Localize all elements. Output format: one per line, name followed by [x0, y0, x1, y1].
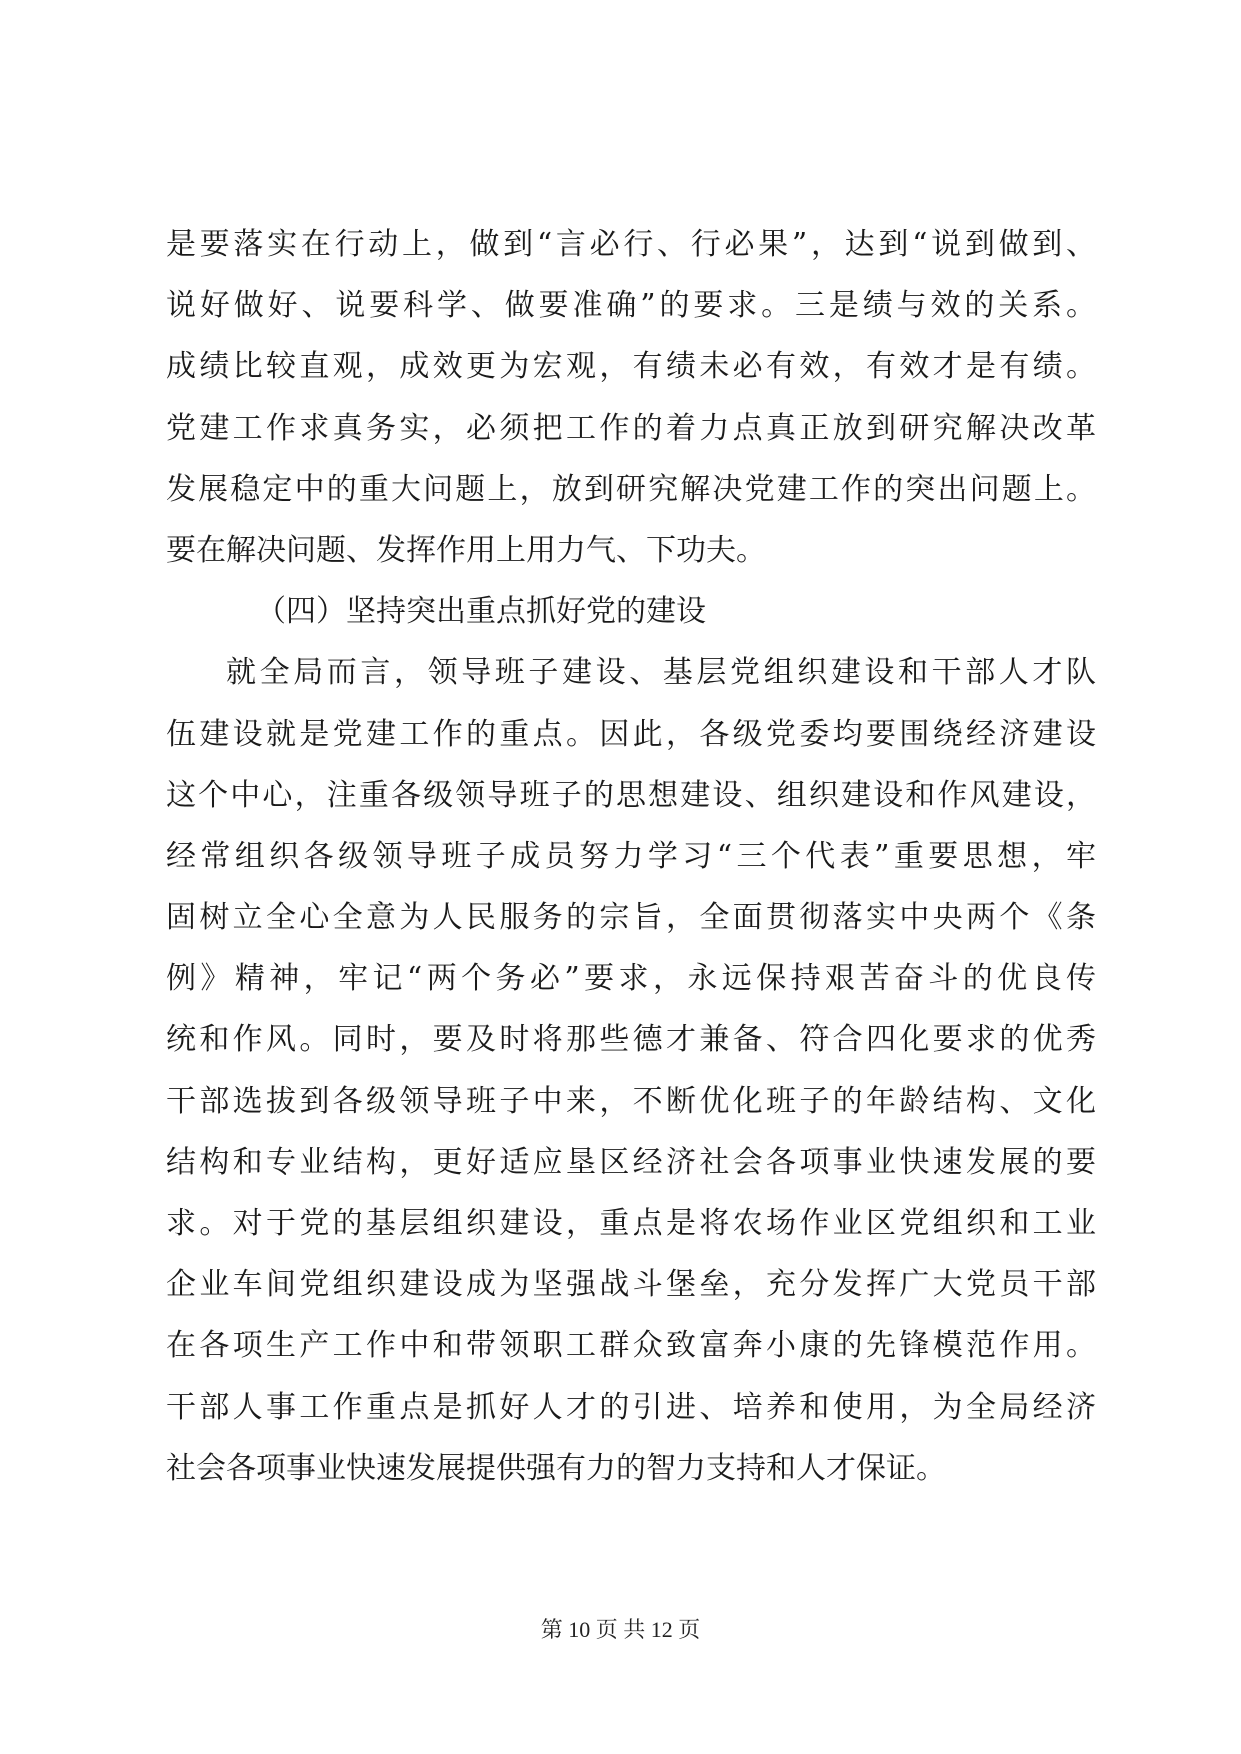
text-line: 干部人事工作重点是抓好人才的引进、培养和使用，为全局经济 [166, 1389, 1096, 1425]
section-heading: （四）坚持突出重点抓好党的建设 [256, 594, 706, 630]
text-line: 这个中心，注重各级领导班子的思想建设、组织建设和作风建设， [166, 777, 1096, 813]
text-line: 统和作风。同时，要及时将那些德才兼备、符合四化要求的优秀 [166, 1022, 1096, 1058]
text-line: 发展稳定中的重大问题上，放到研究解决党建工作的突出问题上。 [166, 471, 1096, 507]
text-line: 固树立全心全意为人民服务的宗旨，全面贯彻落实中央两个《条 [166, 900, 1096, 936]
text-line: 说好做好、说要科学、做要准确”的要求。三是绩与效的关系。 [166, 288, 1096, 324]
text-line: 求。对于党的基层组织建设，重点是将农场作业区党组织和工业 [166, 1206, 1096, 1241]
text-line: 在各项生产工作中和带领职工群众致富奔小康的先锋模范作用。 [166, 1328, 1096, 1364]
text-line: 成绩比较直观，成效更为宏观，有绩未必有效，有效才是有绩。 [166, 349, 1096, 385]
body-text [166, 214, 1096, 1499]
text-line: 要在解决问题、发挥作用上用力气、下功夫。 [166, 532, 766, 568]
text-line: 党建工作求真务实，必须把工作的着力点真正放到研究解决改革 [166, 410, 1096, 446]
text-line: 社会各项事业快速发展提供强有力的智力支持和人才保证。 [166, 1450, 946, 1486]
text-line: 企业车间党组织建设成为坚强战斗堡垒，充分发挥广大党员干部 [166, 1267, 1096, 1303]
text-line: 是要落实在行动上，做到“言必行、行必果”，达到“说到做到、 [166, 227, 1096, 262]
text-line: 例》精神，牢记“两个务必”要求，永远保持艰苦奋斗的优良传 [166, 961, 1096, 997]
text-line: 结构和专业结构，更好适应垦区经济社会各项事业快速发展的要 [166, 1144, 1096, 1180]
text-line: 就全局而言，领导班子建设、基层党组织建设和干部人才队 [226, 655, 1096, 691]
page-number-footer: 第 10 页 共 12 页 [540, 1617, 701, 1642]
text-line: 经常组织各级领导班子成员努力学习“三个代表”重要思想，牢 [166, 838, 1096, 874]
text-line: 干部选拔到各级领导班子中来，不断优化班子的年龄结构、文化 [166, 1083, 1096, 1119]
text-line: 伍建设就是党建工作的重点。因此，各级党委均要围绕经济建设 [166, 716, 1096, 752]
